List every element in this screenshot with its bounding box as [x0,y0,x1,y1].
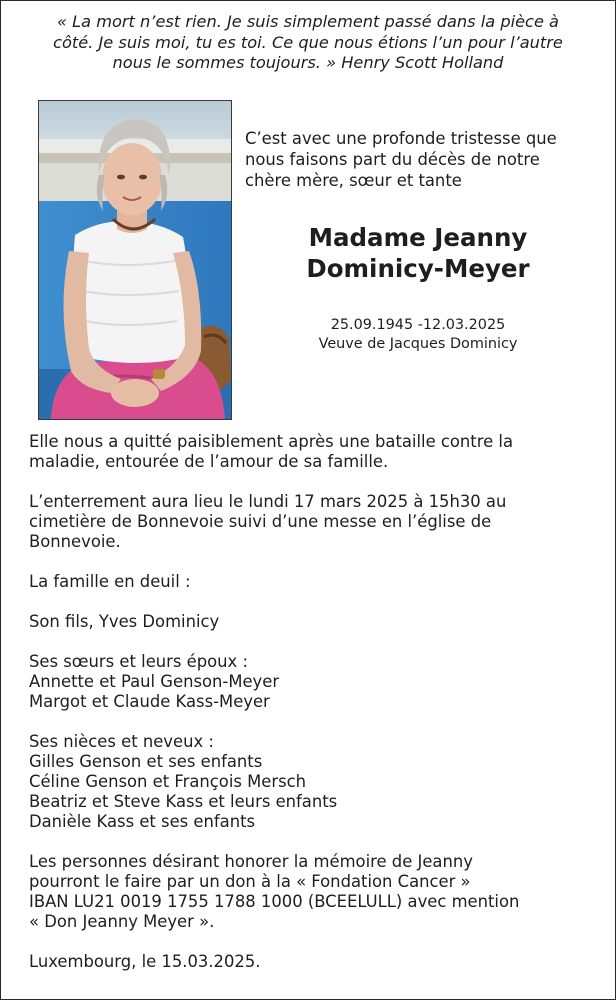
intro-line: chère mère, sœur et tante [245,171,462,190]
funeral-line: L’enterrement aura lieu le lundi 17 mars 2025 à 15h30 au [29,492,507,511]
family-heading: La famille en deuil : [29,572,191,591]
intro-line: C’est avec une profonde tristesse que [245,129,557,148]
portrait-photo [38,100,232,420]
notice-body [29,432,567,972]
list-item: Margot et Claude Kass-Meyer [29,692,270,711]
passing-line: maladie, entourée de l’amour de sa famille. [29,452,389,471]
sisters-heading: Ses sœurs et leurs époux : [29,652,248,671]
place-date: Luxembourg, le 15.03.2025. [29,952,261,971]
quote-line: côté. Je suis moi, tu es toi. Ce que nous étions l’un pour l’autre [53,32,563,52]
donation-line: pourront le faire par un don à la « Fondation Cancer » [29,872,471,891]
quote-line: nous le sommes toujours. » Henry Scott Holland [112,53,504,72]
list-item: Danièle Kass et ses enfants [29,812,256,831]
name-line: Dominicy-Meyer [306,254,530,283]
funeral-line: Bonnevoie. [29,532,121,551]
funeral-line: cimetière de Bonnevoie suivi d’une messe en l’église de [29,512,492,531]
name-line: Madame Jeanny [308,223,528,252]
life-dates-block [245,316,591,354]
donation-line: Les personnes désirant honorer la mémoire de Jeanny [29,852,473,871]
list-item: Céline Genson et François Mersch [29,772,307,791]
nieces-heading: Ses nièces et neveux : [29,732,214,751]
donation-line: IBAN LU21 0019 1755 1788 1000 (BCEELULL) avec mention [29,892,520,911]
passing-line: Elle nous a quitté paisiblement après une bataille contre la [29,432,514,451]
memorial-quote [24,12,592,74]
intro-line: nous faisons part du décès de notre [245,150,540,169]
list-item: Annette et Paul Genson-Meyer [29,672,280,691]
donation-line: « Don Jeanny Meyer ». [29,912,215,931]
announcement-intro [245,128,591,191]
quote-line: « La mort n’est rien. Je suis simplement passé dans la pièce à [57,12,559,31]
deceased-name [245,222,591,284]
son-line: Son fils, Yves Dominicy [29,612,220,631]
list-item: Beatriz et Steve Kass et leurs enfants [29,792,338,811]
widow-of: Veuve de Jacques Dominicy [318,336,518,352]
life-dates: 25.09.1945 -12.03.2025 [330,317,506,333]
list-item: Gilles Genson et ses enfants [29,752,263,771]
